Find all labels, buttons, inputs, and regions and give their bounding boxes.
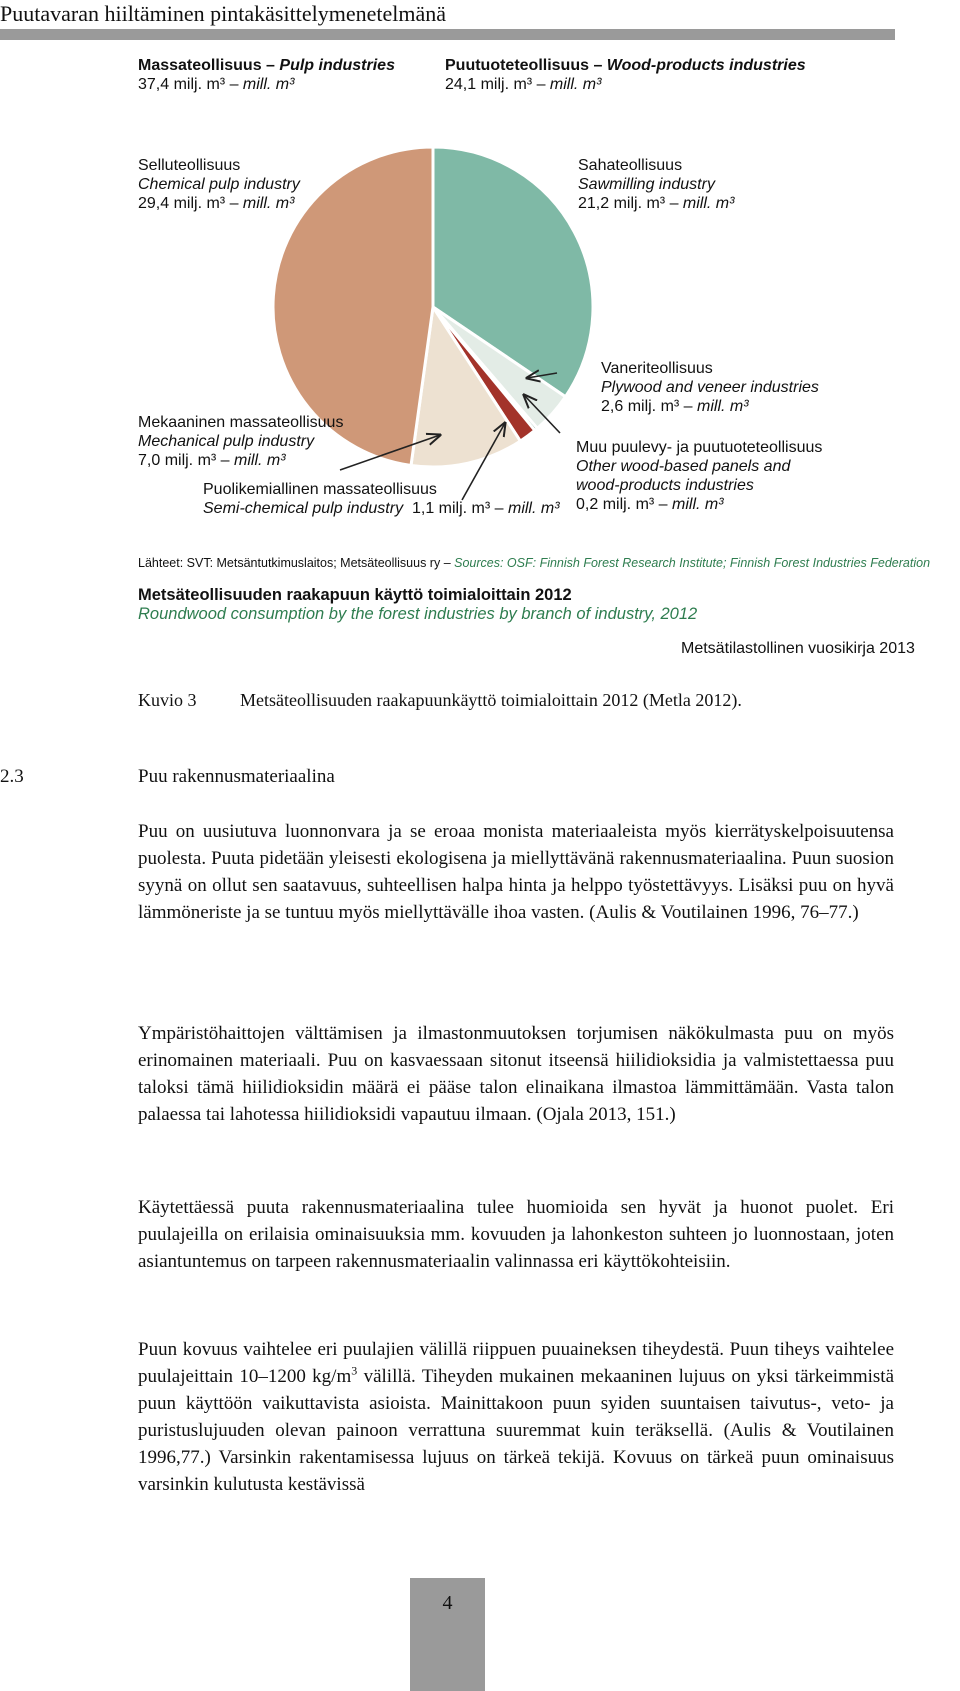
- sources-en: Sources: OSF: Finnish Forest Research Institute; Finnish Forest Industries Federation: [454, 556, 931, 570]
- paragraph-3: Käytettäessä puuta rakennusmateriaalina tulee huomioida sen hyvät ja huonot puolet. Eri puulajeilla on erilaisia ominaisuuksia mm. kovuuden ja lahonkeston suhteen jo luonnostaan, joten asiantuntemus on tarpeen rakennusmateriaalin valinnassa eri käyttökohteisiin.: [138, 1197, 894, 1272]
- label-sawmilling-en: Sawmilling industry: [578, 176, 715, 193]
- page-number: 4: [442, 1592, 453, 1614]
- paragraph-4-superscript: 3: [351, 1363, 358, 1378]
- wood-total-label: [445, 56, 806, 94]
- chart-title-en: Roundwood consumption by the forest industries by branch of industry, 2012: [138, 605, 698, 623]
- label-semichemical-pulp: [203, 480, 560, 518]
- paragraph-1: Puu on uusiutuva luonnonvara ja se eroaa monista materiaaleista myös kierrätyskelpoisuutensa puolesta. Puuta pidetään yleisesti ekologisena ja miellyttävänä rakennusmateriaalina. Puun suosion syynä on ollut sen saatavuus, suhteellisen halpa hinta ja helppo työstettävyys. Lisäksi puu on hyvä lämmöneriste ja se tuntuu myös miellyttävälle ihoa vasten. (Aulis & Voutilainen 1996, 76–77.): [138, 821, 894, 923]
- label-plywood-en: Plywood and veneer industries: [601, 379, 819, 396]
- chart-title-fi: Metsäteollisuuden raakapuun käyttö toimialoittain 2012: [138, 586, 572, 604]
- label-sawmilling: [578, 156, 734, 213]
- caption-text: Metsäteollisuuden raakapuunkäyttö toimialoittain 2012 (Metla 2012).: [240, 690, 742, 710]
- label-plywood-unit: mill. m³: [697, 398, 749, 415]
- label-other-wood-unit: mill. m³: [672, 496, 724, 513]
- label-plywood-value: 2,6 milj. m³ –: [601, 398, 698, 415]
- header-rule: [0, 29, 895, 40]
- label-plywood-fi: Vaneriteollisuus: [601, 360, 713, 377]
- section-heading: [0, 766, 335, 788]
- label-chemical-pulp-unit: mill. m³: [242, 195, 295, 212]
- label-plywood: [601, 359, 819, 416]
- paragraph-4: [138, 1336, 894, 1498]
- label-other-wood-en2: wood-products industries: [576, 477, 754, 494]
- pulp-unit-en: mill. m³: [242, 76, 295, 93]
- wood-value: 24,1 milj. m³ –: [445, 76, 550, 93]
- pulp-total-label: [138, 56, 395, 94]
- label-mechanical-pulp-en: Mechanical pulp industry: [138, 433, 315, 450]
- paragraph-4-part2: välillä. Tiheyden mukainen mekaaninen lujuus on yksi tärkeimmistä puun käyttöön vaikuttavista asioista. Mainittakoon puun syiden suuntaisen taivutus-, veto- ja puristuslujuuden olevan painoon verrattuna suuremmat kuin teräksellä. (Aulis & Voutilainen 1996,77.) Varsinkin rakentamisessa lujuus on tärkeä tekijä. Kovuus on tärkeä puun ominaisuus varsinkin kulutusta kestävissä: [138, 1366, 894, 1495]
- label-semichemical-en: Semi-chemical pulp industry: [203, 500, 404, 517]
- pulp-value: 37,4 milj. m³ –: [138, 76, 243, 93]
- label-mechanical-pulp-value: 7,0 milj. m³ –: [138, 452, 235, 469]
- label-chemical-pulp-value: 29,4 milj. m³ –: [138, 195, 243, 212]
- label-sawmilling-fi: Sahateollisuus: [578, 157, 683, 174]
- label-chemical-pulp-fi: Selluteollisuus: [138, 157, 241, 174]
- figure-caption: [138, 690, 742, 711]
- section-title: Puu rakennusmateriaalina: [138, 766, 335, 787]
- wood-title-en: Wood-products industries: [606, 57, 806, 74]
- section-number: 2.3: [0, 766, 24, 787]
- label-mechanical-pulp-unit: mill. m³: [234, 452, 286, 469]
- label-semichemical-fi: Puolikemiallinen massateollisuus: [203, 481, 437, 498]
- paragraph-4-part1: Puun kovuus vaihtelee eri puulajien välillä riippuen puuaineksen tiheydestä. Puun tiheys vaihtelee puulajeittain 10–1200 kg/m: [138, 1339, 894, 1387]
- chart-title: [138, 586, 697, 624]
- pulp-title-fi: Massateollisuus –: [138, 57, 280, 74]
- label-chemical-pulp: [138, 156, 300, 213]
- label-semichemical-value: 1,1 milj. m³ –: [411, 500, 508, 517]
- wood-title-fi: Puutuoteteollisuus –: [445, 57, 607, 74]
- figure-pie-chart: [0, 45, 960, 665]
- figure-sources: [138, 554, 930, 573]
- label-other-wood-value: 0,2 milj. m³ –: [576, 496, 673, 513]
- label-other-wood-fi: Muu puulevy- ja puutuoteteollisuus: [576, 439, 823, 456]
- label-other-wood-en1: Other wood-based panels and: [576, 458, 791, 475]
- header-title: Puutavaran hiiltäminen pintakäsittelymenetelmänä: [0, 1, 446, 26]
- wood-unit-en: mill. m³: [549, 76, 602, 93]
- page-number-box: [410, 1578, 485, 1691]
- label-mechanical-pulp-fi: Mekaaninen massateollisuus: [138, 414, 344, 431]
- label-other-wood: [576, 438, 822, 514]
- label-sawmilling-value: 21,2 milj. m³ –: [578, 195, 683, 212]
- paragraph-2: Ympäristöhaittojen välttämisen ja ilmastonmuutoksen torjumisen näkökulmasta puu on myös erinomainen materiaali. Puu on kasvaessaan sitonut itseensä hiilidioksidia ja valmistettaessa puu taloksi tämä hiilidioksidin määrä ei pääse talon elinaikana ilmastoa lämmittämään. Vasta talon palaessa tai lahotessa hiilidioksidi vapautuu ilmaan. (Ojala 2013, 151.): [138, 1023, 894, 1125]
- label-mechanical-pulp: [138, 413, 343, 470]
- label-semichemical-unit: mill. m³: [507, 500, 560, 517]
- pulp-title-en: Pulp industries: [279, 57, 395, 74]
- yearbook-credit: Metsätilastollinen vuosikirja 2013: [681, 640, 915, 657]
- label-chemical-pulp-en: Chemical pulp industry: [138, 176, 300, 193]
- sources-fi: Lähteet: SVT: Metsäntutkimuslaitos; Metsäteollisuus ry –: [138, 556, 455, 570]
- label-sawmilling-unit: mill. m³: [682, 195, 735, 212]
- caption-number: Kuvio 3: [138, 690, 197, 710]
